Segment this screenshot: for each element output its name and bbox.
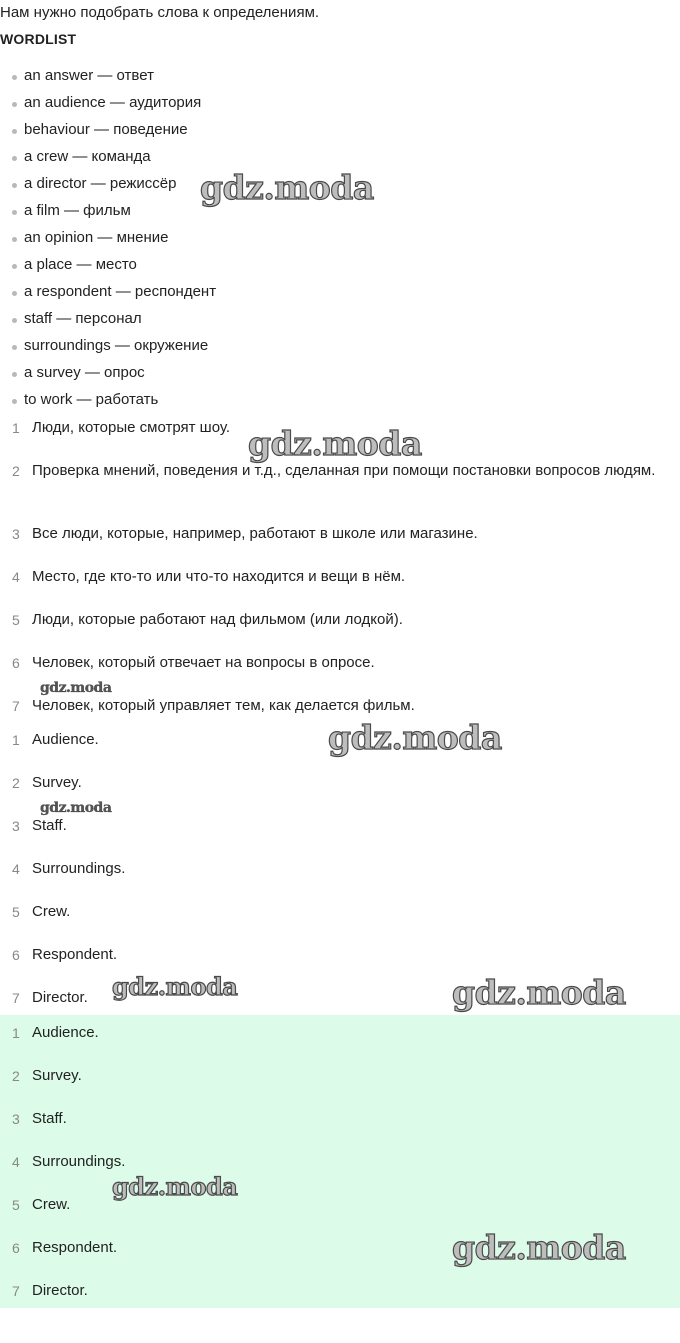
watermark-logo: gdz.moda xyxy=(112,972,238,1001)
bullet-icon xyxy=(12,372,17,377)
answer-item: 6 Respondent. xyxy=(12,946,118,963)
watermark-logo: gdz.moda xyxy=(112,1172,238,1201)
watermark-logo: gdz.moda xyxy=(40,680,112,696)
bullet-icon xyxy=(12,237,17,242)
bullet-icon xyxy=(12,75,17,80)
wordlist-item: an answer — ответ xyxy=(10,66,216,93)
watermark-logo: gdz.moda xyxy=(452,973,626,1012)
watermark-logo: gdz.moda xyxy=(328,718,502,757)
bullet-icon xyxy=(12,264,17,269)
bullet-icon xyxy=(12,156,17,161)
wordlist-item: surroundings — окружение xyxy=(10,336,216,363)
watermark-logo: gdz.moda xyxy=(452,1228,626,1267)
definition-item: 4 Место, где кто-то или что-то находится и вещи в нём. xyxy=(12,568,406,585)
answer-item: 7 Director. xyxy=(12,989,88,1006)
answer-item: 2 Survey. xyxy=(12,1067,82,1084)
answer-item: 5 Crew. xyxy=(12,903,71,920)
answer-item: 1 Audience. xyxy=(12,731,99,748)
definition-item: 1 Люди, которые смотрят шоу. xyxy=(12,419,231,436)
watermark-logo: gdz.moda xyxy=(248,424,422,463)
answer-item: 4 Surroundings. xyxy=(12,1153,126,1170)
wordlist-item: to work — работать xyxy=(10,390,216,417)
definition-item: 5 Люди, которые работают над фильмом (или лодкой). xyxy=(12,611,403,628)
wordlist-item: an audience — аудитория xyxy=(10,93,216,120)
wordlist-item: behaviour — поведение xyxy=(10,120,216,147)
bullet-icon xyxy=(12,210,17,215)
answer-item: 1 Audience. xyxy=(12,1024,99,1041)
watermark-logo: gdz.moda xyxy=(40,800,112,816)
answer-item: 2 Survey. xyxy=(12,774,82,791)
answer-item: 5 Crew. xyxy=(12,1196,71,1213)
wordlist-heading: WORDLIST xyxy=(0,31,77,47)
answer-item: 3 Staff. xyxy=(12,817,67,834)
definition-item: 7 Человек, который управляет тем, как делается фильм. xyxy=(12,697,415,714)
wordlist-item: a film — фильм xyxy=(10,201,216,228)
wordlist-item: a crew — команда xyxy=(10,147,216,174)
wordlist-item: a survey — опрос xyxy=(10,363,216,390)
wordlist-item: a respondent — респондент xyxy=(10,282,216,309)
wordlist-item: an opinion — мнение xyxy=(10,228,216,255)
bullet-icon xyxy=(12,345,17,350)
bullet-icon xyxy=(12,102,17,107)
bullet-icon xyxy=(12,183,17,188)
answer-item: 7 Director. xyxy=(12,1282,88,1299)
highlighted-answers-list xyxy=(0,1022,680,1323)
answer-item: 3 Staff. xyxy=(12,1110,67,1127)
bullet-icon xyxy=(12,318,17,323)
answer-item: 4 Surroundings. xyxy=(12,860,126,877)
wordlist-item: a director — режиссёр xyxy=(10,174,216,201)
intro-text: Нам нужно подобрать слова к определениям. xyxy=(0,4,320,21)
wordlist xyxy=(10,66,216,417)
definition-item: 2 Проверка мнений, поведения и т.д., сделанная при помощи постановки вопросов людям. xyxy=(12,462,656,479)
bullet-icon xyxy=(12,291,17,296)
watermark-logo: gdz.moda xyxy=(200,168,374,207)
definition-item: 3 Все люди, которые, например, работают в школе или магазине. xyxy=(12,525,478,542)
answer-item: 6 Respondent. xyxy=(12,1239,118,1256)
bullet-icon xyxy=(12,129,17,134)
bullet-icon xyxy=(12,399,17,404)
wordlist-item: a place — место xyxy=(10,255,216,282)
wordlist-item: staff — персонал xyxy=(10,309,216,336)
definition-item: 6 Человек, который отвечает на вопросы в опросе. xyxy=(12,654,375,671)
